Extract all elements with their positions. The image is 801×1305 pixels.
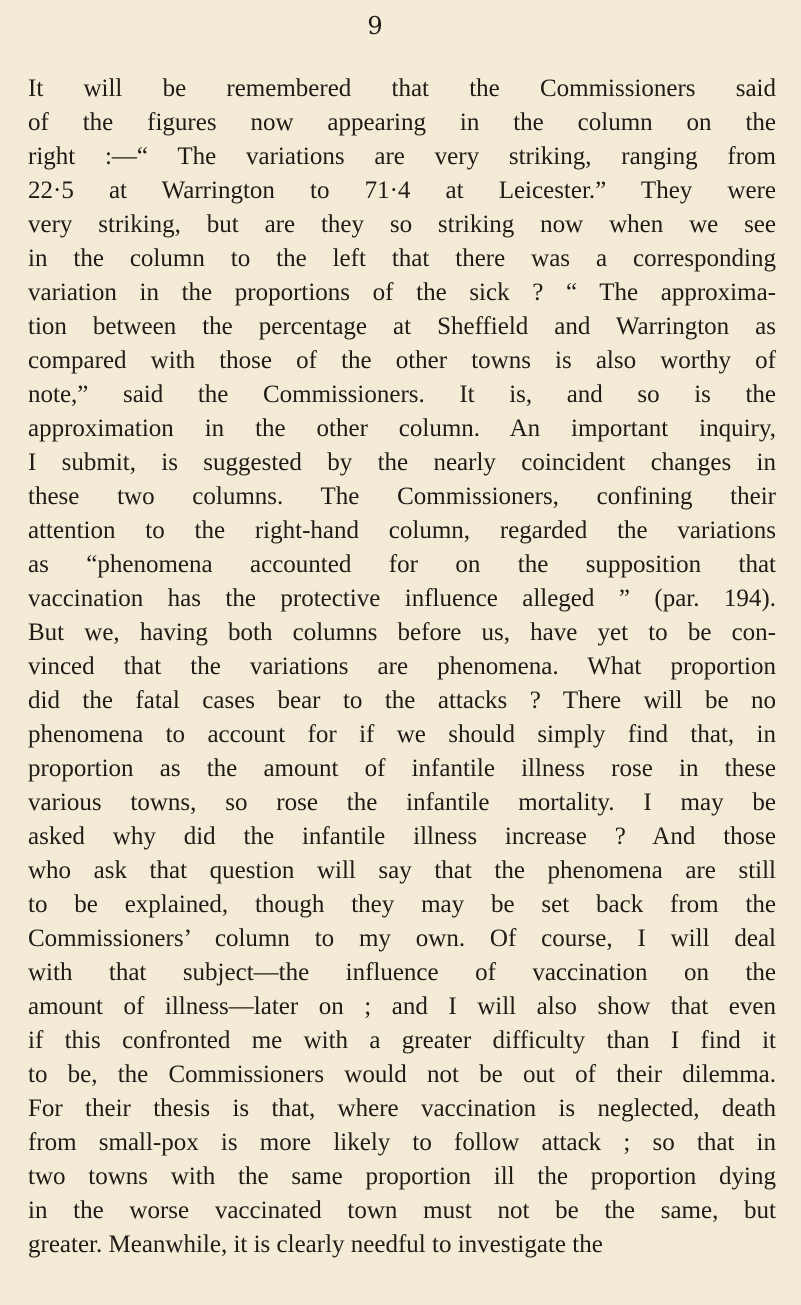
page-number: 9 — [367, 12, 383, 40]
text-line: two towns with the same proportion ill the proportion dying — [28, 1163, 776, 1190]
text-line: vaccination has the protective influence alleged ” (par. 194). — [28, 585, 776, 612]
text-line: approximation in the other column. An important inquiry, — [28, 415, 776, 442]
text-line: right :—“ The variations are very striking, ranging from — [28, 143, 776, 170]
text-line: I submit, is suggested by the nearly coincident changes in — [28, 449, 776, 476]
text-line: tion between the percentage at Sheffield and Warrington as — [28, 313, 776, 340]
text-line: with that subject—the influence of vaccination on the — [28, 959, 776, 986]
text-line: to be, the Commissioners would not be out of their dilemma. — [28, 1061, 776, 1088]
text-line: vinced that the variations are phenomena. What proportion — [28, 653, 776, 680]
text-line: as “phenomena accounted for on the supposition that — [28, 551, 776, 578]
text-line: proportion as the amount of infantile illness rose in these — [28, 755, 776, 782]
text-line: attention to the right-hand column, regarded the variations — [28, 517, 776, 544]
text-line: to be explained, though they may be set back from the — [28, 891, 776, 918]
text-line: asked why did the infantile illness increase ? And those — [28, 823, 776, 850]
text-line: of the figures now appearing in the column on the — [28, 109, 776, 136]
text-line: Commissioners’ column to my own. Of course, I will deal — [28, 925, 776, 952]
text-line: various towns, so rose the infantile mortality. I may be — [28, 789, 776, 816]
text-line: in the worse vaccinated town must not be the same, but — [28, 1197, 776, 1224]
body-text — [28, 72, 776, 1262]
text-line: variation in the proportions of the sick ? “ The approxima- — [28, 279, 776, 306]
text-line: these two columns. The Commissioners, confining their — [28, 483, 776, 510]
text-line: phenomena to account for if we should simply find that, in — [28, 721, 776, 748]
text-line: But we, having both columns before us, have yet to be con- — [28, 619, 776, 646]
text-line: For their thesis is that, where vaccination is neglected, death — [28, 1095, 776, 1122]
text-line: compared with those of the other towns is also worthy of — [28, 347, 776, 374]
text-line: if this confronted me with a greater difficulty than I find it — [28, 1027, 776, 1054]
text-line: It will be remembered that the Commissioners said — [28, 75, 776, 102]
text-line: note,” said the Commissioners. It is, and so is the — [28, 381, 776, 408]
text-line: very striking, but are they so striking now when we see — [28, 211, 776, 238]
text-line: 22·5 at Warrington to 71·4 at Leicester.” They were — [28, 177, 776, 204]
text-line: amount of illness—later on ; and I will also show that even — [28, 993, 776, 1020]
text-line: in the column to the left that there was a corresponding — [28, 245, 776, 272]
text-line: who ask that question will say that the phenomena are still — [28, 857, 776, 884]
text-line: greater. Meanwhile, it is clearly needful to investigate the — [28, 1231, 603, 1258]
text-line: did the fatal cases bear to the attacks ? There will be no — [28, 687, 776, 714]
text-line: from small-pox is more likely to follow attack ; so that in — [28, 1129, 776, 1156]
